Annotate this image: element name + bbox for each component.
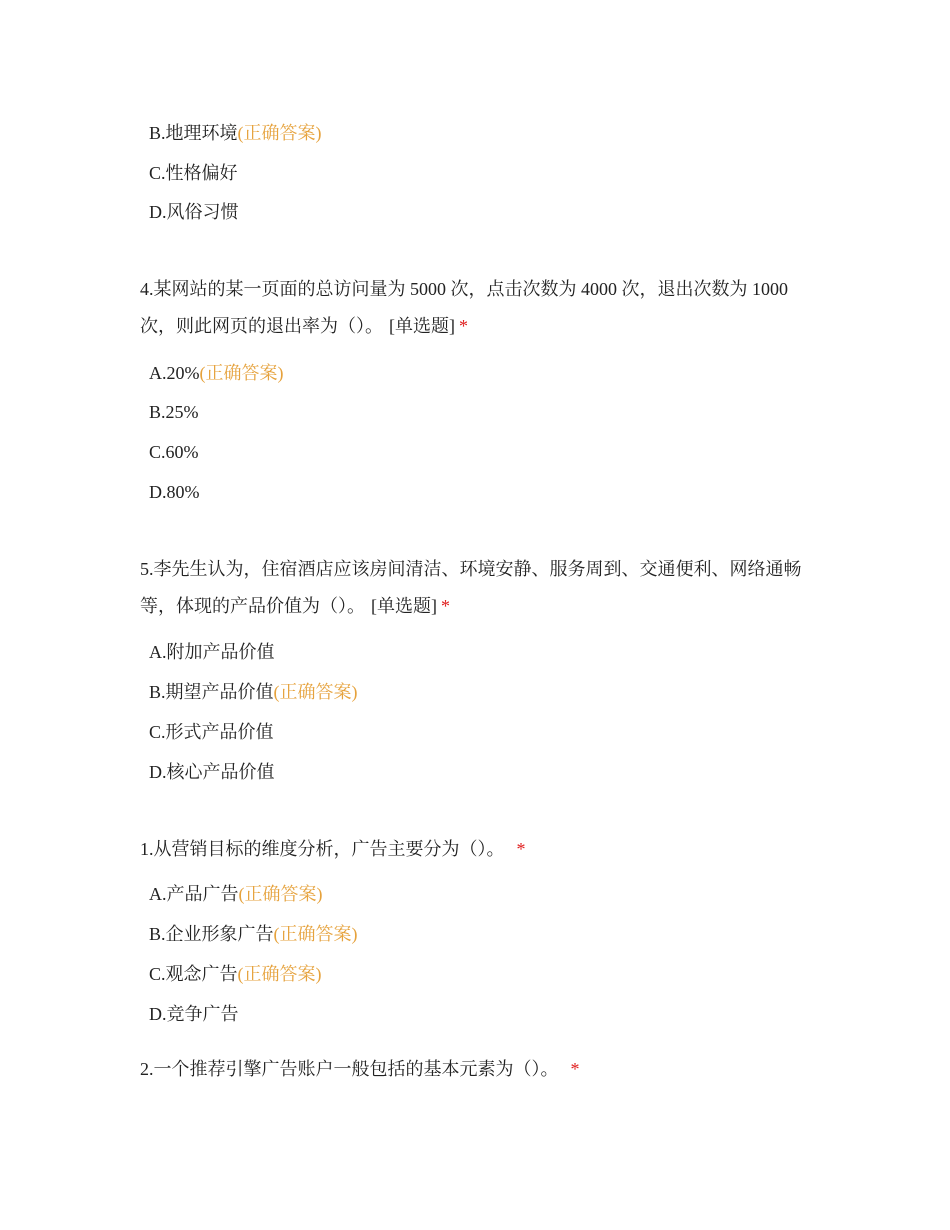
required-mark: * xyxy=(441,596,450,616)
required-mark: * xyxy=(570,1059,580,1079)
q5-option-b: B.期望产品价值(正确答案) xyxy=(149,682,358,702)
m1-option-d: D.竞争广告 xyxy=(149,1004,239,1024)
correct-answer-label: (正确答案) xyxy=(273,924,358,944)
q4-option-c: C.60% xyxy=(149,442,199,462)
q5-option-a: A.附加产品价值 xyxy=(149,642,275,662)
correct-answer-label: (正确答案) xyxy=(238,884,323,904)
required-mark: * xyxy=(459,316,468,336)
option-b-geographic-environment: B.地理环境(正确答案) xyxy=(149,123,322,143)
question-type-label: [单选题] xyxy=(389,316,455,336)
q5-option-d: D.核心产品价值 xyxy=(149,762,275,782)
q4-option-b: B.25% xyxy=(149,402,199,422)
correct-answer-label: (正确答案) xyxy=(273,682,358,702)
q4-option-a: A.20%(正确答案) xyxy=(149,363,284,383)
option-c-personality-preference: C.性格偏好 xyxy=(149,163,238,183)
option-d-customs-habits: D.风俗习惯 xyxy=(149,202,239,222)
correct-answer-label: (正确答案) xyxy=(237,964,322,984)
q4-option-d: D.80% xyxy=(149,482,200,502)
m1-option-c: C.观念广告(正确答案) xyxy=(149,964,322,984)
required-mark: * xyxy=(516,839,526,859)
question-type-label: [单选题] xyxy=(371,596,437,616)
m1-option-b: B.企业形象广告(正确答案) xyxy=(149,924,358,944)
correct-answer-label: (正确答案) xyxy=(199,363,284,383)
multi-question-2-stem: 2.一个推荐引擎广告账户一般包括的基本元素为（）。 * xyxy=(140,1059,580,1079)
question-5-stem: 5.李先生认为，住宿酒店应该房间清洁、环境安静、服务周到、交通便利、网络通畅等，体现的产品价值为（）。 [单选题] * xyxy=(140,559,802,616)
question-4-stem: 4.某网站的某一页面的总访问量为 5000 次，点击次数为 4000 次，退出次数为 1000 次，则此网页的退出率为（）。 [单选题] * xyxy=(140,279,788,336)
m1-option-a: A.产品广告(正确答案) xyxy=(149,884,323,904)
multi-question-1-stem: 1.从营销目标的维度分析，广告主要分为（）。 * xyxy=(140,839,526,859)
q5-option-c: C.形式产品价值 xyxy=(149,722,274,742)
correct-answer-label: (正确答案) xyxy=(237,123,322,143)
